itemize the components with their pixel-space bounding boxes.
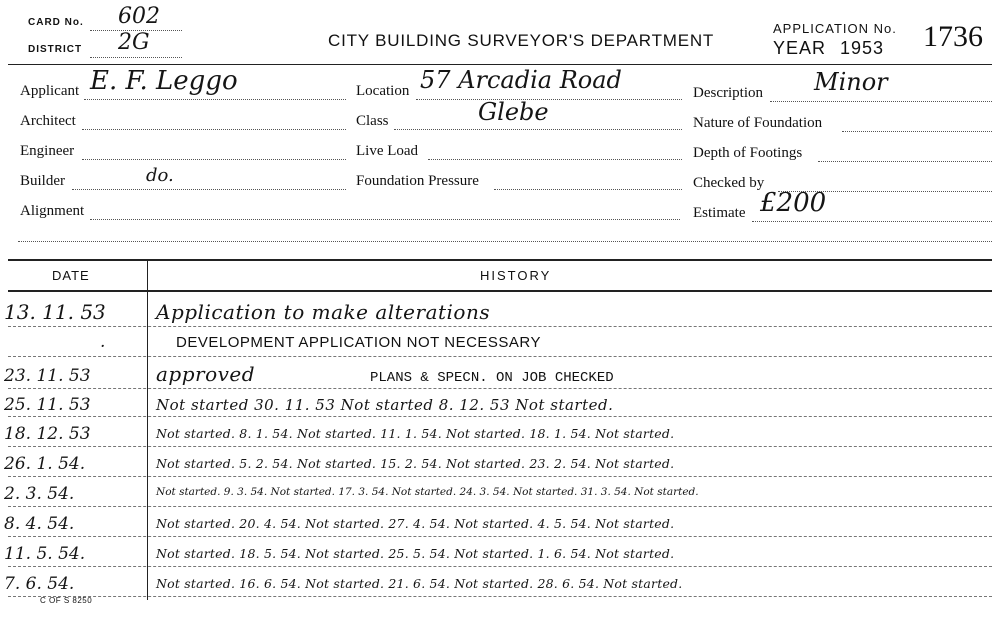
table-row-date: 25. 11. 53: [4, 395, 91, 415]
year-value: 1953: [840, 38, 885, 58]
form-code: C OF S 8250: [40, 596, 93, 605]
depth-footings-label: Depth of Footings: [693, 145, 803, 161]
table-row-date: 18. 12. 53: [4, 424, 91, 444]
district-label: DISTRICT: [28, 44, 83, 55]
table-row-history: Not started. 9. 3. 54. Not started. 17. 3. 54. Not started. 24. 3. 54. Not started. 31. 3. 54. Not started.: [156, 486, 699, 498]
builder-label: Builder: [20, 173, 65, 189]
table-row-history: Not started. 8. 1. 54. Not started. 11. 1. 54. Not started. 18. 1. 54. Not started.: [156, 426, 675, 441]
table-row-date: 26. 1. 54.: [4, 454, 86, 474]
date-column-header: DATE: [52, 268, 90, 283]
table-row-date: 13. 11. 53: [4, 300, 106, 324]
district-value: 2G: [118, 30, 150, 55]
card-no-value: 602: [118, 4, 160, 29]
nature-foundation-label: Nature of Foundation: [693, 115, 823, 131]
history-column-header: HISTORY: [480, 268, 552, 283]
table-row-date: 23. 11. 53: [4, 366, 91, 386]
table-row-history: approved: [156, 362, 256, 386]
live-load-label: Live Load: [356, 143, 419, 159]
table-row-date: .: [100, 332, 106, 352]
card-no-label: CARD No.: [28, 17, 84, 28]
table-row-date: 2. 3. 54.: [4, 484, 75, 504]
estimate-value: £200: [760, 188, 827, 218]
engineer-label: Engineer: [20, 143, 75, 159]
alignment-label: Alignment: [20, 203, 85, 219]
table-row-date: 8. 4. 54.: [4, 514, 75, 534]
application-no-label: APPLICATION No.: [773, 21, 897, 36]
estimate-label: Estimate: [693, 205, 746, 221]
table-row-typed-note: PLANS & SPECN. ON JOB CHECKED: [370, 370, 614, 386]
table-row-history: Not started. 18. 5. 54. Not started. 25. 5. 54. Not started. 1. 6. 54. Not started.: [156, 546, 675, 561]
applicant-label: Applicant: [20, 83, 80, 99]
table-row-history: Not started. 16. 6. 54. Not started. 21. 6. 54. Not started. 28. 6. 54. Not started.: [156, 576, 683, 591]
table-row-date: 7. 6. 54.: [4, 574, 75, 594]
class-label: Class: [356, 113, 389, 129]
checked-by-label: Checked by: [693, 175, 765, 191]
table-row-history: Application to make alterations: [156, 300, 491, 324]
department-title: CITY BUILDING SURVEYOR'S DEPARTMENT: [328, 31, 715, 50]
location-value: 57 Arcadia Road: [420, 66, 622, 94]
builder-value: do.: [146, 165, 174, 186]
class-value: Glebe: [478, 98, 549, 126]
table-row-history: Not started. 5. 2. 54. Not started. 15. 2. 54. Not started. 23. 2. 54. Not started.: [156, 456, 675, 471]
table-row-date: 11. 5. 54.: [4, 544, 86, 564]
applicant-value: E. F. Leggo: [90, 66, 238, 96]
location-label: Location: [356, 83, 410, 99]
table-row-history: Not started. 20. 4. 54. Not started. 27. 4. 54. Not started. 4. 5. 54. Not started.: [156, 516, 675, 531]
architect-label: Architect: [20, 113, 76, 129]
application-no-value: 1736: [923, 20, 983, 53]
description-value: Minor: [814, 68, 888, 96]
table-row-typed-note: DEVELOPMENT APPLICATION NOT NECESSARY: [176, 334, 541, 351]
foundation-pressure-label: Foundation Pressure: [356, 173, 479, 189]
table-row-history: Not started 30. 11. 53 Not started 8. 12. 53 Not started.: [156, 396, 614, 414]
description-label: Description: [693, 85, 763, 101]
year-label: YEAR: [773, 38, 827, 58]
